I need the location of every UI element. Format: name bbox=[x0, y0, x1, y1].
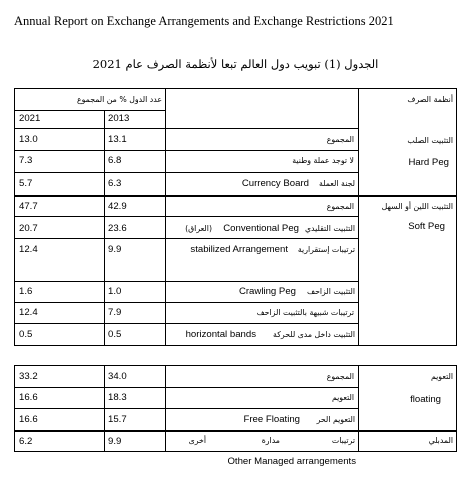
header-count-label: عدد الدول % من المجموع bbox=[77, 95, 162, 104]
conventional-peg-label-ar: التثبيت التقليدي bbox=[304, 224, 355, 233]
currency-board-2013: 6.3 bbox=[108, 178, 122, 189]
hard-peg-name-ar: التثبيت الصلب bbox=[407, 136, 453, 145]
soft-peg-name-en: Soft Peg bbox=[408, 221, 445, 232]
lower-table-bottom-border bbox=[14, 451, 457, 452]
hard-peg-total-label: المجموع bbox=[326, 135, 354, 144]
crawling-peg-label-ar: التثبيت الزاحف bbox=[307, 287, 355, 296]
soft-peg-row-rule-3 bbox=[14, 281, 359, 282]
crawling-peg-2013: 1.0 bbox=[108, 286, 122, 297]
divider-label-regime bbox=[358, 88, 359, 346]
conventional-peg-2013: 23.6 bbox=[108, 223, 127, 234]
other-managed-word-3: أخرى bbox=[188, 436, 206, 445]
crawl-like-label: ترتيبات شبيهة بالتثبيت الزاحف bbox=[256, 308, 354, 317]
hard-peg-total-2021: 13.0 bbox=[19, 134, 38, 145]
other-managed-2021: 6.2 bbox=[19, 436, 33, 447]
table-right-border bbox=[456, 88, 457, 346]
floating-label: التعويم bbox=[331, 393, 354, 402]
crawling-peg-2021: 1.6 bbox=[19, 286, 33, 297]
free-floating-2021: 16.6 bbox=[19, 414, 38, 425]
hard-peg-row-rule-1 bbox=[14, 150, 359, 151]
header-regimes: أنظمة الصرف bbox=[407, 95, 453, 104]
stabilized-2021: 12.4 bbox=[19, 244, 38, 255]
soft-peg-row-rule-5 bbox=[14, 323, 359, 324]
currency-board-2021: 5.7 bbox=[19, 178, 33, 189]
floating-total-2021: 33.2 bbox=[19, 371, 38, 382]
horizontal-bands-label-ar: التثبيت داخل مدى للحركة bbox=[273, 330, 355, 339]
currency-board-label-en: Currency Board bbox=[241, 178, 309, 189]
other-managed-label-en: Other Managed arrangements bbox=[227, 456, 356, 467]
crawl-like-2021: 12.4 bbox=[19, 307, 38, 318]
other-managed-word-1: ترتيبات bbox=[331, 436, 355, 445]
hard-soft-separator bbox=[14, 195, 457, 197]
floating-2013: 18.3 bbox=[108, 392, 127, 403]
divider-2021-2013 bbox=[104, 110, 105, 346]
free-floating-label-en: Free Floating bbox=[243, 414, 300, 425]
other-name-ar: المدبلي bbox=[428, 436, 453, 445]
stabilized-2013: 9.9 bbox=[108, 244, 122, 255]
floating-row-rule-1 bbox=[14, 387, 359, 388]
lower-table-right-border bbox=[456, 365, 457, 452]
header-year-2021: 2021 bbox=[19, 113, 41, 124]
conventional-peg-iraq: (العراق) bbox=[185, 224, 212, 233]
table-top-border bbox=[14, 88, 457, 89]
divider-2013-label bbox=[165, 88, 166, 346]
crawl-like-2013: 7.9 bbox=[108, 307, 122, 318]
soft-peg-row-rule-4 bbox=[14, 302, 359, 303]
horizontal-bands-label-en: horizontal bands bbox=[185, 329, 256, 340]
floating-other-separator bbox=[14, 430, 457, 432]
soft-peg-name-ar: التثبيت اللين أو السهل bbox=[381, 202, 453, 211]
soft-peg-row-rule-1 bbox=[14, 216, 359, 217]
hard-peg-name-en: Hard Peg bbox=[408, 157, 449, 168]
hard-peg-total-2013: 13.1 bbox=[108, 134, 127, 145]
conventional-peg-2021: 20.7 bbox=[19, 223, 38, 234]
currency-board-label-ar: لجنة العملة bbox=[319, 179, 355, 188]
free-floating-2013: 15.7 bbox=[108, 414, 127, 425]
conventional-peg-label-en: Conventional Peg bbox=[223, 223, 299, 234]
soft-peg-row-rule-2 bbox=[14, 238, 359, 239]
header-year-2013: 2013 bbox=[108, 113, 130, 124]
floating-row-rule-2 bbox=[14, 408, 359, 409]
stabilized-label-en: stabilized Arrangement bbox=[190, 244, 288, 255]
other-managed-2013: 9.9 bbox=[108, 436, 122, 447]
table-left-border bbox=[14, 88, 15, 346]
hard-peg-row-rule-2 bbox=[14, 172, 359, 173]
table-title: الجدول (1) تبويب دول العالم تبعا لأنظمة الصرف عام 2021 bbox=[92, 57, 379, 71]
report-header: Annual Report on Exchange Arrangements and Exchange Restrictions 2021 bbox=[14, 14, 394, 28]
horizontal-bands-2013: 0.5 bbox=[108, 329, 122, 340]
floating-total-label: المجموع bbox=[326, 372, 354, 381]
floating-name-ar: التعويم bbox=[430, 372, 453, 381]
stabilized-label-ar: ترتيبات إستقرارية bbox=[297, 245, 355, 254]
crawling-peg-label-en: Crawling Peg bbox=[238, 286, 296, 297]
free-floating-label-ar: التعويم الحر bbox=[316, 415, 355, 424]
soft-peg-total-label: المجموع bbox=[326, 202, 354, 211]
table-bottom-border bbox=[14, 345, 457, 346]
no-currency-2013: 6.8 bbox=[108, 155, 122, 166]
no-currency-label: لا توجد عملة وطنية bbox=[292, 156, 354, 165]
header-bottom-rule bbox=[14, 128, 359, 129]
floating-total-2013: 34.0 bbox=[108, 371, 127, 382]
other-managed-word-2: مدارة bbox=[261, 436, 280, 445]
horizontal-bands-2021: 0.5 bbox=[19, 329, 33, 340]
lower-table-top-border bbox=[14, 365, 457, 366]
soft-peg-total-2013: 42.9 bbox=[108, 201, 127, 212]
no-currency-2021: 7.3 bbox=[19, 155, 33, 166]
header-years-rule bbox=[14, 110, 166, 111]
floating-2021: 16.6 bbox=[19, 392, 38, 403]
floating-name-en: floating bbox=[410, 394, 441, 405]
soft-peg-total-2021: 47.7 bbox=[19, 201, 38, 212]
